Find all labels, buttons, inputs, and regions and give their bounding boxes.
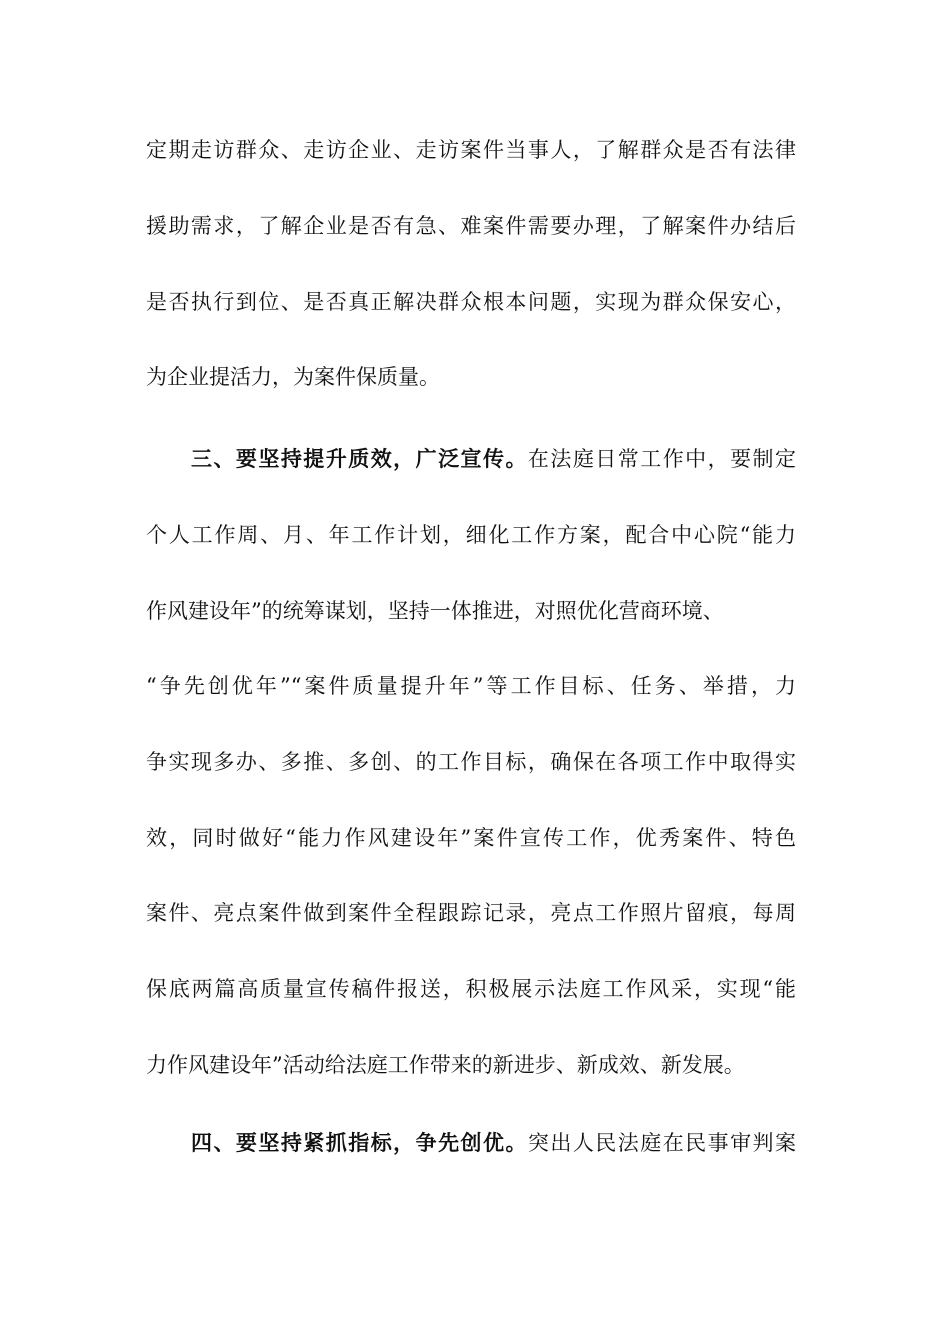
paragraph-line: 援助需求，了解企业是否有急、难案件需要办理，了解案件办结后 bbox=[146, 214, 796, 238]
paragraph-line: 效，同时做好“能力作风建设年”案件宣传工作，优秀案件、特色 bbox=[146, 826, 796, 850]
section-3-first-line bbox=[191, 442, 796, 476]
section-4-heading: 四、要坚持紧抓指标，争先创优。 bbox=[191, 1130, 528, 1155]
paragraph-line: 定期走访群众、走访企业、走访案件当事人，了解群众是否有法律 bbox=[146, 138, 796, 162]
paragraph-line: 争实现多办、多推、多创、的工作目标，确保在各项工作中取得实 bbox=[146, 750, 796, 774]
paragraph-line: “争先创优年”“案件质量提升年”等工作目标、任务、举措，力 bbox=[146, 674, 796, 698]
paragraph-line: 保底两篇高质量宣传稿件报送，积极展示法庭工作风采，实现“能 bbox=[146, 977, 796, 1001]
section-3-heading: 三、要坚持提升质效，广泛宣传。 bbox=[191, 446, 528, 471]
paragraph-line: 是否执行到位、是否真正解决群众根本问题，实现为群众保安心， bbox=[146, 290, 796, 314]
paragraph-line: 个人工作周、月、年工作计划，细化工作方案，配合中心院“能力 bbox=[146, 523, 796, 547]
paragraph-line: 作风建设年”的统筹谋划，坚持一体推进，对照优化营商环境、 bbox=[146, 599, 724, 623]
paragraph-line: 案件、亮点案件做到案件全程跟踪记录，亮点工作照片留痕，每周 bbox=[146, 901, 796, 925]
section-3-text: 在法庭日常工作中，要制定 bbox=[527, 447, 796, 471]
paragraph-line: 为企业提活力，为案件保质量。 bbox=[146, 365, 440, 389]
paragraph-line: 力作风建设年”活动给法庭工作带来的新进步、新成效、新发展。 bbox=[146, 1053, 745, 1077]
section-4-first-line bbox=[191, 1126, 796, 1160]
section-4-text: 突出人民法庭在民事审判案 bbox=[527, 1131, 796, 1155]
